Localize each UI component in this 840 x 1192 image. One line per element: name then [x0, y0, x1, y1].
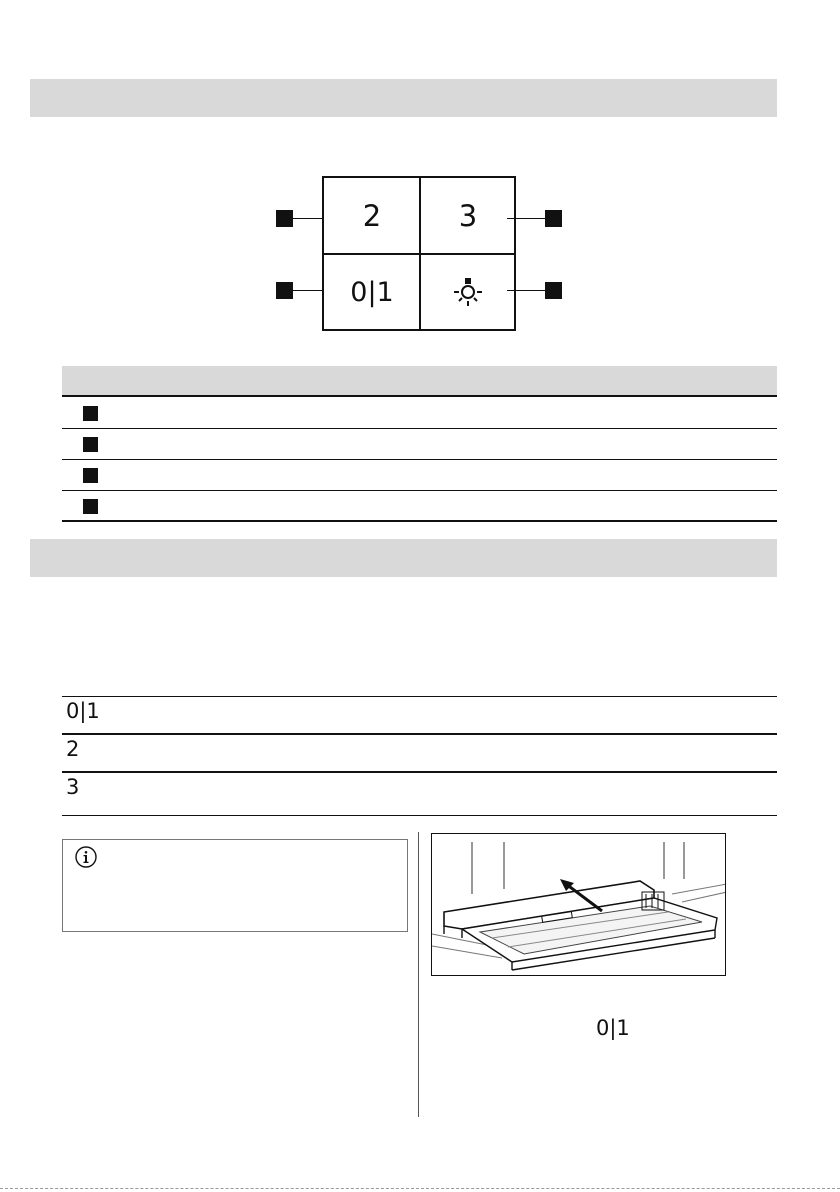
callout-marker — [276, 282, 293, 299]
speed-3-button[interactable]: 3 — [458, 198, 478, 233]
table-rule — [62, 696, 777, 697]
legend-table-row — [62, 429, 777, 460]
legend-table-header — [62, 366, 777, 397]
table-rule — [62, 733, 777, 735]
table-rule — [62, 815, 777, 816]
light-bulb-icon — [448, 272, 488, 312]
table-row-symbol: 3 — [66, 775, 80, 799]
table-rule — [62, 771, 777, 773]
section-header-band — [30, 539, 777, 577]
on-off-speed-1-button[interactable]: 0|1 — [350, 276, 394, 308]
callout-marker — [83, 437, 98, 452]
callout-marker — [276, 210, 293, 227]
callout-line — [507, 218, 545, 219]
light-button[interactable] — [420, 254, 516, 330]
info-note-box — [62, 839, 408, 932]
page-bottom-rule — [0, 1188, 840, 1189]
callout-marker — [545, 210, 562, 227]
hood-illustration — [431, 833, 726, 976]
legend-table-row — [62, 460, 777, 491]
callout-marker — [83, 406, 98, 421]
on-off-symbol: 0|1 — [596, 1016, 630, 1040]
hood-drawing — [432, 834, 726, 976]
callout-marker — [83, 468, 98, 483]
table-row-symbol: 0|1 — [66, 699, 100, 723]
control-panel-diagram — [322, 176, 516, 331]
callout-line — [507, 290, 545, 291]
callout-line — [293, 290, 323, 291]
column-divider — [418, 832, 419, 1117]
table-row-symbol: 2 — [66, 737, 80, 761]
legend-table-row — [62, 491, 777, 522]
callout-marker — [545, 282, 562, 299]
callout-marker — [83, 499, 98, 514]
legend-table-row — [62, 398, 777, 429]
speed-2-button[interactable]: 2 — [362, 198, 382, 233]
section-header-band — [30, 79, 777, 117]
callout-line — [293, 218, 323, 219]
info-icon — [75, 846, 97, 868]
